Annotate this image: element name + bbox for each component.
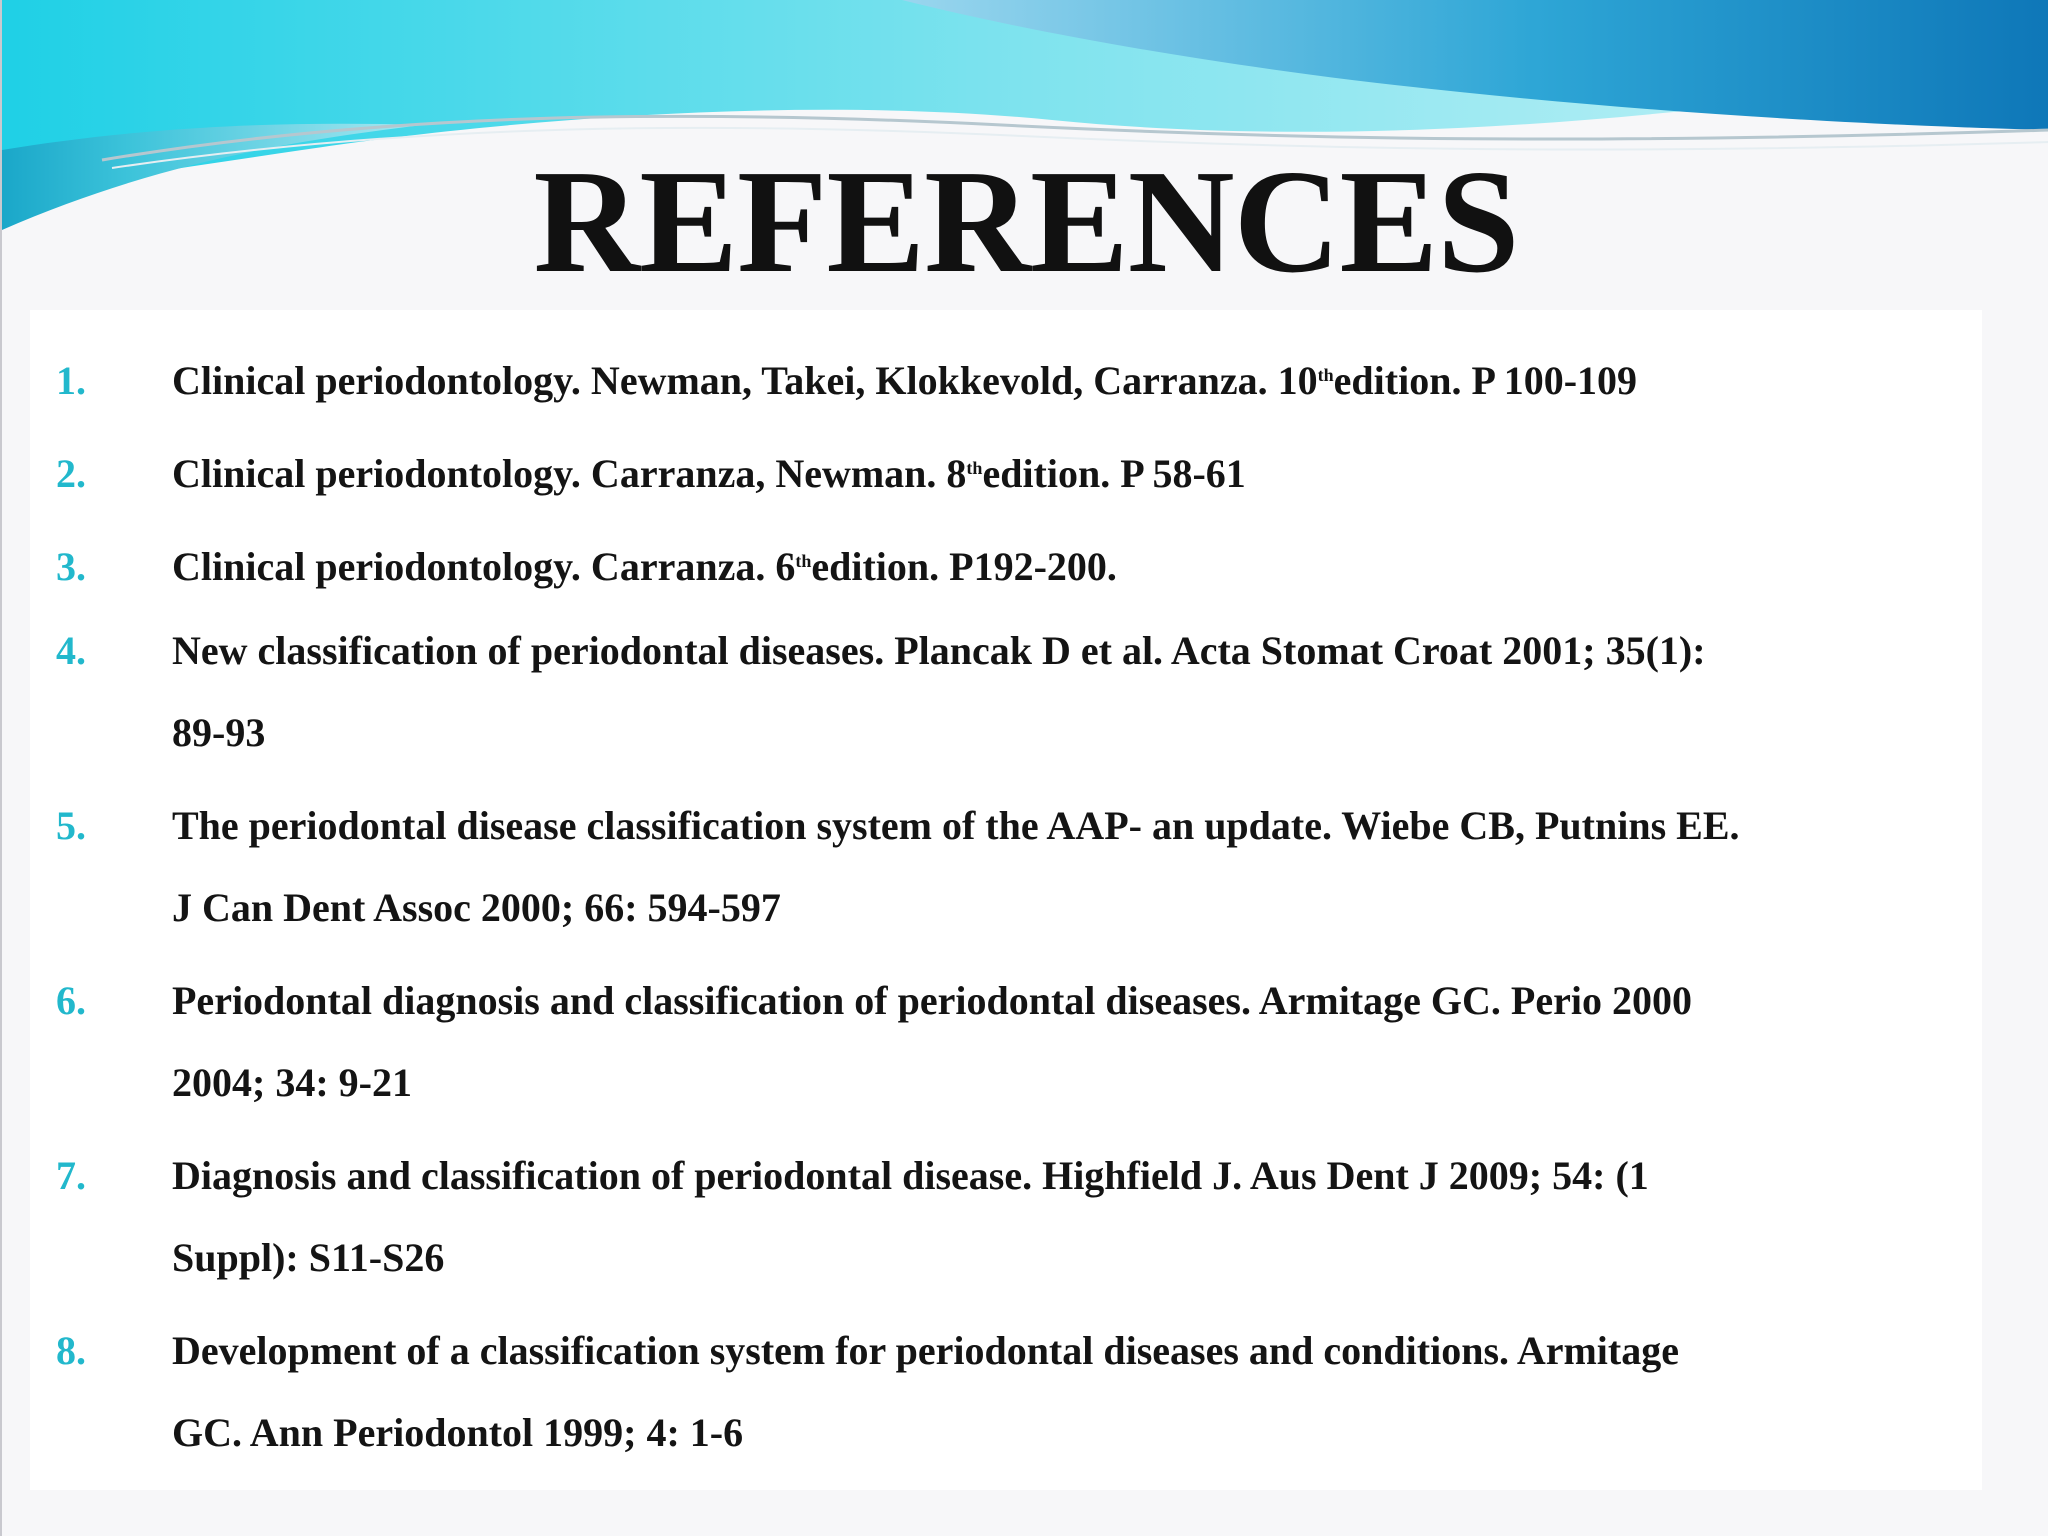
references-list xyxy=(30,310,1982,1490)
list-number: 1. xyxy=(56,358,86,403)
list-number: 4. xyxy=(56,628,86,673)
list-number: 5. xyxy=(56,803,86,848)
reference-text: Diagnosis and classification of periodontal disease. Highfield J. Aus Dent J 2009; 54: (1 Suppl): S11-S26 xyxy=(172,1153,1649,1280)
reference-text: The periodontal disease classification system of the AAP- an update. Wiebe CB, Putnins EE. J Can Dent Assoc 2000; 66: 594-597 xyxy=(172,803,1740,930)
reference-text: Development of a classification system for periodontal diseases and conditions. Armitage GC. Ann Periodontol 1999; 4: 1-6 xyxy=(172,1328,1679,1455)
slide-title: REFERENCES xyxy=(533,140,1519,304)
list-number: 6. xyxy=(56,978,86,1023)
reference-text: Periodontal diagnosis and classification of periodontal diseases. Armitage GC. Perio 2000 2004; 34: 9-21 xyxy=(172,978,1692,1105)
reference-text: Clinical periodontology. Newman, Takei, Klokkevold, Carranza. 10thedition. P 100-109 xyxy=(172,358,1638,403)
list-number: 3. xyxy=(56,544,86,589)
reference-text: Clinical periodontology. Carranza. 6thedition. P192-200. xyxy=(172,544,1117,589)
reference-text: New classification of periodontal diseases. Plancak D et al. Acta Stomat Croat 2001; 35(1): 89-93 xyxy=(172,628,1706,755)
list-number: 8. xyxy=(56,1328,86,1373)
reference-text: Clinical periodontology. Carranza, Newman. 8thedition. P 58-61 xyxy=(172,451,1246,496)
list-number: 2. xyxy=(56,451,86,496)
list-number: 7. xyxy=(56,1153,86,1198)
